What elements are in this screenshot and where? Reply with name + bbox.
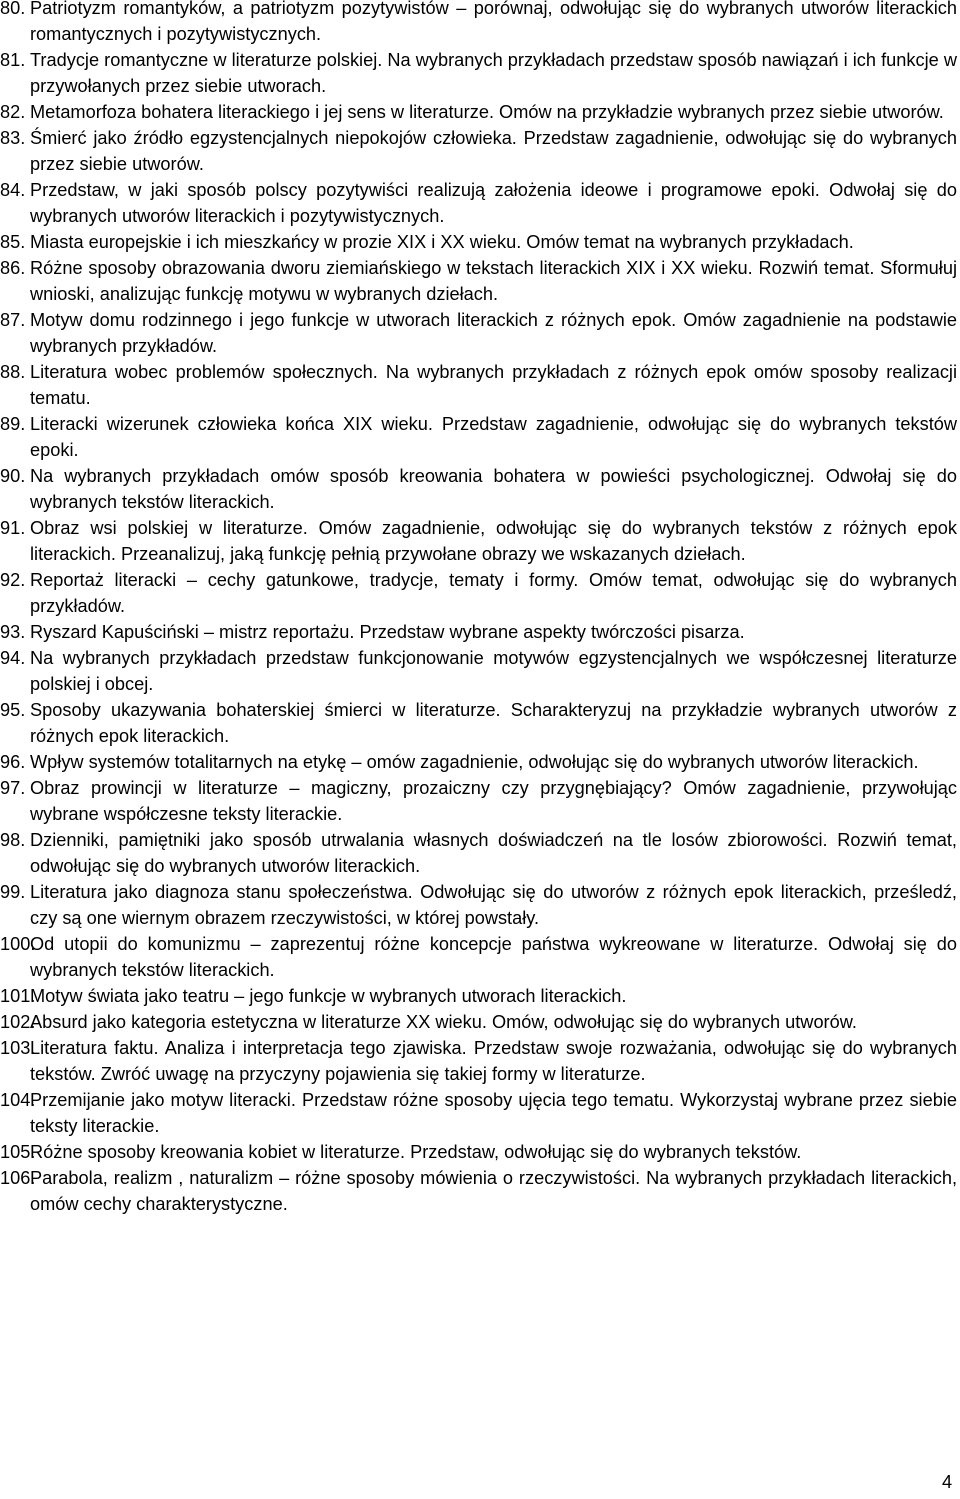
topic-number: 93. (0, 622, 26, 642)
topic-item (0, 567, 957, 619)
topic-text: Przedstaw, w jaki sposób polscy pozytywiści realizują założenia ideowe i programowe epoki. Odwołaj się do wybranych utworów literackich i pozytywistycznych. (30, 180, 957, 226)
topic-text: Literacki wizerunek człowieka końca XIX wieku. Przedstaw zagadnienie, odwołując się do wybranych tekstów epoki. (30, 414, 957, 460)
topic-item (0, 1165, 957, 1217)
topic-number: 95. (0, 700, 26, 720)
topic-item (0, 827, 957, 879)
topic-number: 104. (0, 1090, 36, 1110)
topic-number: 81. (0, 50, 26, 70)
topic-text: Parabola, realizm , naturalizm – różne sposoby mówienia o rzeczywistości. Na wybranych przykładach literackich, omów cechy charakterystyczne. (30, 1168, 957, 1214)
topic-number: 100. (0, 934, 36, 954)
topic-number: 97. (0, 778, 26, 798)
topic-text: Obraz wsi polskiej w literaturze. Omów zagadnienie, odwołując się do wybranych tekstów z różnych epok literackich. Przeanalizuj, jaką funkcję pełnią przywołane obrazy we wskazanych dziełach. (30, 518, 957, 564)
topic-item (0, 125, 957, 177)
topic-text: Dzienniki, pamiętniki jako sposób utrwalania własnych doświadczeń na tle losów zbiorowości. Rozwiń temat, odwołując się do wybranych utworów literackich. (30, 830, 957, 876)
topic-item (0, 177, 957, 229)
topic-item (0, 1087, 957, 1139)
topic-item (0, 515, 957, 567)
topic-item (0, 645, 957, 697)
topic-number: 85. (0, 232, 26, 252)
topic-number: 106. (0, 1168, 36, 1188)
topic-number: 89. (0, 414, 26, 434)
topic-item (0, 1035, 957, 1087)
topic-number: 87. (0, 310, 26, 330)
topic-item (0, 307, 957, 359)
topic-number: 99. (0, 882, 26, 902)
page-number: 4 (942, 1472, 953, 1492)
topic-number: 103. (0, 1038, 36, 1058)
topic-item (0, 749, 957, 775)
topic-item (0, 1009, 957, 1035)
topic-item (0, 983, 957, 1009)
topic-item (0, 697, 957, 749)
topic-text: Literatura jako diagnoza stanu społeczeństwa. Odwołując się do utworów z różnych epok literackich, prześledź, czy są one wiernym obrazem rzeczywistości, w której powstały. (30, 882, 957, 928)
topic-number: 101. (0, 986, 36, 1006)
topic-number: 82. (0, 102, 26, 122)
topic-item (0, 411, 957, 463)
topic-text: Wpływ systemów totalitarnych na etykę – omów zagadnienie, odwołując się do wybranych utworów literackich. (30, 752, 919, 772)
topic-text: Ryszard Kapuściński – mistrz reportażu. Przedstaw wybrane aspekty twórczości pisarza. (30, 622, 745, 642)
topic-number: 98. (0, 830, 26, 850)
topic-item (0, 1139, 957, 1165)
topic-text: Różne sposoby obrazowania dworu ziemiańskiego w tekstach literackich XIX i XX wieku. Rozwiń temat. Sformułuj wnioski, analizując funkcję motywu w wybranych dziełach. (30, 258, 957, 304)
topic-text: Tradycje romantyczne w literaturze polskiej. Na wybranych przykładach przedstaw sposób nawiązań i ich funkcje w przywołanych przez siebie utworach. (30, 50, 957, 96)
topic-number: 84. (0, 180, 26, 200)
topic-text: Motyw domu rodzinnego i jego funkcje w utworach literackich z różnych epok. Omów zagadnienie na podstawie wybranych przykładów. (30, 310, 957, 356)
topic-text: Na wybranych przykładach omów sposób kreowania bohatera w powieści psychologicznej. Odwołaj się do wybranych tekstów literackich. (30, 466, 957, 512)
topic-text: Motyw świata jako teatru – jego funkcje w wybranych utworach literackich. (30, 986, 627, 1006)
topic-text: Na wybranych przykładach przedstaw funkcjonowanie motywów egzystencjalnych we współczesnej literaturze polskiej i obcej. (30, 648, 957, 694)
topic-item (0, 619, 957, 645)
topic-text: Patriotyzm romantyków, a patriotyzm pozytywistów – porównaj, odwołując się do wybranych utworów literackich romantycznych i pozytywistycznych. (30, 0, 957, 44)
topic-item (0, 463, 957, 515)
topic-item (0, 775, 957, 827)
topic-number: 91. (0, 518, 26, 538)
topic-item (0, 879, 957, 931)
topic-text: Śmierć jako źródło egzystencjalnych niepokojów człowieka. Przedstaw zagadnienie, odwołując się do wybranych przez siebie utworów. (30, 128, 957, 174)
topic-number: 86. (0, 258, 26, 278)
topic-text: Od utopii do komunizmu – zaprezentuj różne koncepcje państwa wykreowane w literaturze. Odwołaj się do wybranych tekstów literackich. (30, 934, 957, 980)
topic-text: Przemijanie jako motyw literacki. Przedstaw różne sposoby ujęcia tego tematu. Wykorzystaj wybrane przez siebie teksty literackie. (30, 1090, 957, 1136)
topic-number: 80. (0, 0, 26, 18)
topic-number: 88. (0, 362, 26, 382)
topic-number: 105. (0, 1142, 36, 1162)
topic-text: Literatura wobec problemów społecznych. Na wybranych przykładach z różnych epok omów sposoby realizacji tematu. (30, 362, 957, 408)
topic-text: Różne sposoby kreowania kobiet w literaturze. Przedstaw, odwołując się do wybranych tekstów. (30, 1142, 802, 1162)
topic-number: 92. (0, 570, 26, 590)
topic-text: Miasta europejskie i ich mieszkańcy w prozie XIX i XX wieku. Omów temat na wybranych przykładach. (30, 232, 854, 252)
topic-number: 96. (0, 752, 26, 772)
topic-item (0, 47, 957, 99)
topic-number: 83. (0, 128, 26, 148)
topic-item (0, 99, 957, 125)
topic-item (0, 229, 957, 255)
topic-item (0, 931, 957, 983)
topic-text: Absurd jako kategoria estetyczna w literaturze XX wieku. Omów, odwołując się do wybranych utworów. (30, 1012, 857, 1032)
topic-text: Obraz prowincji w literaturze – magiczny, prozaiczny czy przygnębiający? Omów zagadnienie, przywołując wybrane współczesne teksty literackie. (30, 778, 957, 824)
topic-item (0, 0, 957, 47)
topic-item (0, 359, 957, 411)
topic-number: 102. (0, 1012, 36, 1032)
topic-text: Literatura faktu. Analiza i interpretacja tego zjawiska. Przedstaw swoje rozważania, odwołując się do wybranych tekstów. Zwróć uwagę na przyczyny pojawienia się takiej formy w literaturze. (30, 1038, 957, 1084)
topic-item (0, 255, 957, 307)
topic-number: 90. (0, 466, 26, 486)
topic-text: Sposoby ukazywania bohaterskiej śmierci w literaturze. Scharakteryzuj na przykładzie wybranych utworów z różnych epok literackich. (30, 700, 957, 746)
topic-text: Reportaż literacki – cechy gatunkowe, tradycje, tematy i formy. Omów temat, odwołując się do wybranych przykładów. (30, 570, 957, 616)
topic-text: Metamorfoza bohatera literackiego i jej sens w literaturze. Omów na przykładzie wybranych przez siebie utworów. (30, 102, 944, 122)
topic-number: 94. (0, 648, 26, 668)
